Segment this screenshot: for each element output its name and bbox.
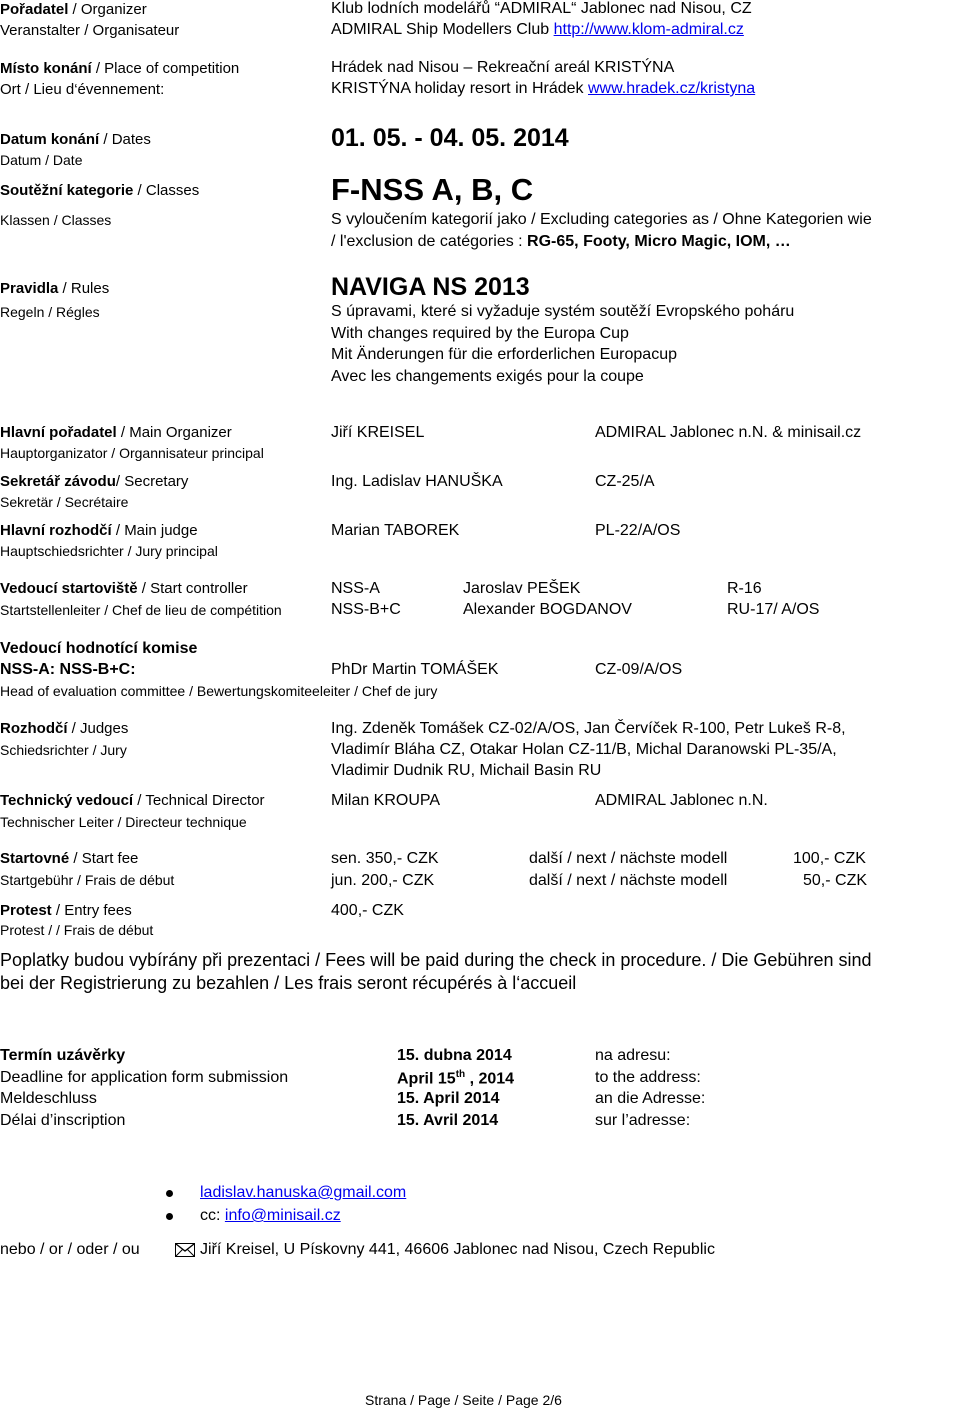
classes-label-alt: Klassen / Classes (0, 212, 112, 228)
main-organizer-name: Jiří KREISEL (331, 424, 425, 441)
start-controller-name: Alexander BOGDANOV (463, 601, 632, 618)
secretary-label-alt: Sekretär / Secrétaire (0, 494, 129, 510)
classes-value: F-NSS A, B, C (331, 172, 534, 207)
judges-line: Ing. Zdeněk Tomášek CZ-02/A/OS, Jan Červíček R-100, Petr Lukeš R-8, (331, 720, 846, 737)
start-controller-id: R-16 (727, 580, 762, 597)
payment-note: Poplatky budou vybírány při prezentaci / Fees will be paid during the check in procedure. / Die Gebühren sind (0, 950, 872, 970)
deadline-label: Termín uzávěrky (0, 1047, 126, 1064)
email-link[interactable]: ladislav.hanuska@gmail.com (200, 1184, 407, 1201)
protest-label: Protest / Entry fees (0, 902, 132, 919)
place-venue: Hrádek nad Nisou – Rekreační areál KRISTÝNA (331, 59, 675, 76)
deadline-label: Délai d’inscription (0, 1112, 126, 1129)
email-item: cc: info@minisail.cz (200, 1207, 341, 1224)
evaluation-label: Vedoucí hodnotící komise (0, 640, 198, 657)
protest-value: 400,- CZK (331, 902, 404, 919)
classes-exclusion-note: S vyloučením kategorií jako / Excluding categories as / Ohne Kategorien wie (331, 211, 872, 228)
secretary-label: Sekretář závodu/ Secretary (0, 473, 189, 490)
place-venue-line: KRISTÝNA holiday resort in Hrádek www.hradek.cz/kristyna (331, 80, 756, 97)
dates-value: 01. 05. - 04. 05. 2014 (331, 124, 569, 152)
technical-name: Milan KROUPA (331, 792, 441, 809)
deadline-date: April 15th , 2014 (397, 1069, 515, 1088)
deadline-address-label: sur l’adresse: (595, 1112, 691, 1129)
postal-prefix: nebo / or / oder / ou (0, 1241, 140, 1258)
start-controller-class: NSS-A (331, 580, 380, 597)
deadline-address-label: na adresu: (595, 1047, 671, 1064)
main-organizer-club: ADMIRAL Jablonec n.N. & minisail.cz (595, 424, 862, 441)
deadline-address-label: to the address: (595, 1069, 701, 1086)
rules-line: With changes required by the Europa Cup (331, 325, 629, 342)
place-label: Místo konání / Place of competition (0, 60, 240, 77)
secretary-id: CZ-25/A (595, 473, 655, 490)
organizer-website-link[interactable]: http://www.klom-admiral.cz (553, 21, 744, 38)
main-organizer-label: Hlavní pořadatel / Main Organizer (0, 424, 232, 441)
deadline-date: 15. Avril 2014 (397, 1112, 499, 1129)
deadline-label: Deadline for application form submission (0, 1069, 289, 1086)
judges-line: Vladimír Bláha CZ, Otakar Holan CZ-11/B, Michal Daranowski PL-35/A, (331, 741, 837, 758)
technical-label-alt: Technischer Leiter / Directeur technique (0, 814, 247, 830)
bullet-icon (166, 1213, 173, 1220)
page-footer: Strana / Page / Seite / Page 2/6 (365, 1392, 562, 1408)
start-controller-label: Vedoucí startoviště / Start controller (0, 580, 248, 597)
rules-line: Avec les changements exigés pour la coupe (331, 368, 644, 385)
main-judge-id: PL-22/A/OS (595, 522, 681, 539)
main-judge-name: Marian TABOREK (331, 522, 460, 539)
main-judge-label-alt: Hauptschiedsrichter / Jury principal (0, 543, 218, 559)
start-controller-class: NSS-B+C (331, 601, 401, 618)
rules-value: NAVIGA NS 2013 (331, 273, 530, 301)
organizer-label: Pořadatel / Organizer (0, 1, 147, 18)
organizer-label-alt: Veranstalter / Organisateur (0, 22, 180, 39)
evaluation-classes: NSS-A: NSS-B+C: (0, 661, 136, 678)
judges-line: Vladimir Dudnik RU, Michail Basin RU (331, 762, 602, 779)
organizer-club-name: Klub lodních modelářů “ADMIRAL“ Jablonec nad Nisou, CZ (331, 0, 752, 17)
start-fee-label-alt: Startgebühr / Frais de début (0, 872, 175, 888)
start-fee-next-amount: 100,- CZK (793, 850, 866, 867)
start-fee-amount: jun. 200,- CZK (331, 872, 435, 889)
technical-label: Technický vedoucí / Technical Director (0, 792, 265, 809)
evaluation-id: CZ-09/A/OS (595, 661, 683, 678)
start-controller-name: Jaroslav PEŠEK (463, 580, 581, 597)
rules-line: S úpravami, které si vyžaduje systém soutěží Evropského poháru (331, 303, 795, 320)
technical-club: ADMIRAL Jablonec n.N. (595, 792, 768, 809)
start-fee-next-amount: 50,- CZK (803, 872, 868, 889)
postal-address: Jiří Kreisel, U Pískovny 441, 46606 Jablonec nad Nisou, Czech Republic (200, 1241, 715, 1258)
start-controller-label-alt: Startstellenleiter / Chef de lieu de compétition (0, 602, 282, 618)
evaluation-name: PhDr Martin TOMÁŠEK (331, 661, 499, 678)
start-controller-id: RU-17/ A/OS (727, 601, 820, 618)
dates-label-alt: Datum / Date (0, 152, 83, 168)
deadline-date: 15. dubna 2014 (397, 1047, 512, 1064)
start-fee-amount: sen. 350,- CZK (331, 850, 439, 867)
classes-label: Soutěžní kategorie / Classes (0, 182, 200, 199)
deadline-date: 15. April 2014 (397, 1090, 500, 1107)
organizer-club-line: ADMIRAL Ship Modellers Club http://www.klom-admiral.cz (331, 21, 744, 38)
rules-label: Pravidla / Rules (0, 280, 110, 297)
classes-exclusion-list: / l'exclusion de catégories : RG-65, Footy, Micro Magic, IOM, … (331, 233, 791, 250)
secretary-name: Ing. Ladislav HANUŠKA (331, 473, 503, 490)
start-fee-next: další / next / nächste modell (529, 850, 728, 867)
protest-label-alt: Protest / / Frais de début (0, 922, 154, 938)
envelope-icon (175, 1243, 195, 1257)
email-item (200, 1184, 406, 1202)
bullet-icon (166, 1190, 173, 1197)
evaluation-label-alt: Head of evaluation committee / Bewertungskomiteeleiter / Chef de jury (0, 683, 438, 699)
start-fee-next: další / next / nächste modell (529, 872, 728, 889)
place-label-alt: Ort / Lieu d‘évennement: (0, 81, 165, 98)
main-judge-label: Hlavní rozhodčí / Main judge (0, 522, 198, 539)
rules-line: Mit Änderungen für die erforderlichen Europacup (331, 346, 677, 363)
dates-label: Datum konání / Dates (0, 131, 151, 148)
place-website-link[interactable]: www.hradek.cz/kristyna (588, 80, 756, 97)
payment-note: bei der Registrierung zu bezahlen / Les frais seront récupérés à l‘accueil (0, 973, 577, 993)
deadline-label: Meldeschluss (0, 1090, 97, 1107)
judges-label-alt: Schiedsrichter / Jury (0, 742, 127, 758)
main-organizer-label-alt: Hauptorganizator / Organnisateur principal (0, 445, 264, 461)
start-fee-label: Startovné / Start fee (0, 850, 139, 867)
rules-label-alt: Regeln / Régles (0, 304, 100, 320)
judges-label: Rozhodčí / Judges (0, 720, 129, 737)
email-link[interactable]: info@minisail.cz (224, 1207, 341, 1224)
deadline-address-label: an die Adresse: (595, 1090, 706, 1107)
